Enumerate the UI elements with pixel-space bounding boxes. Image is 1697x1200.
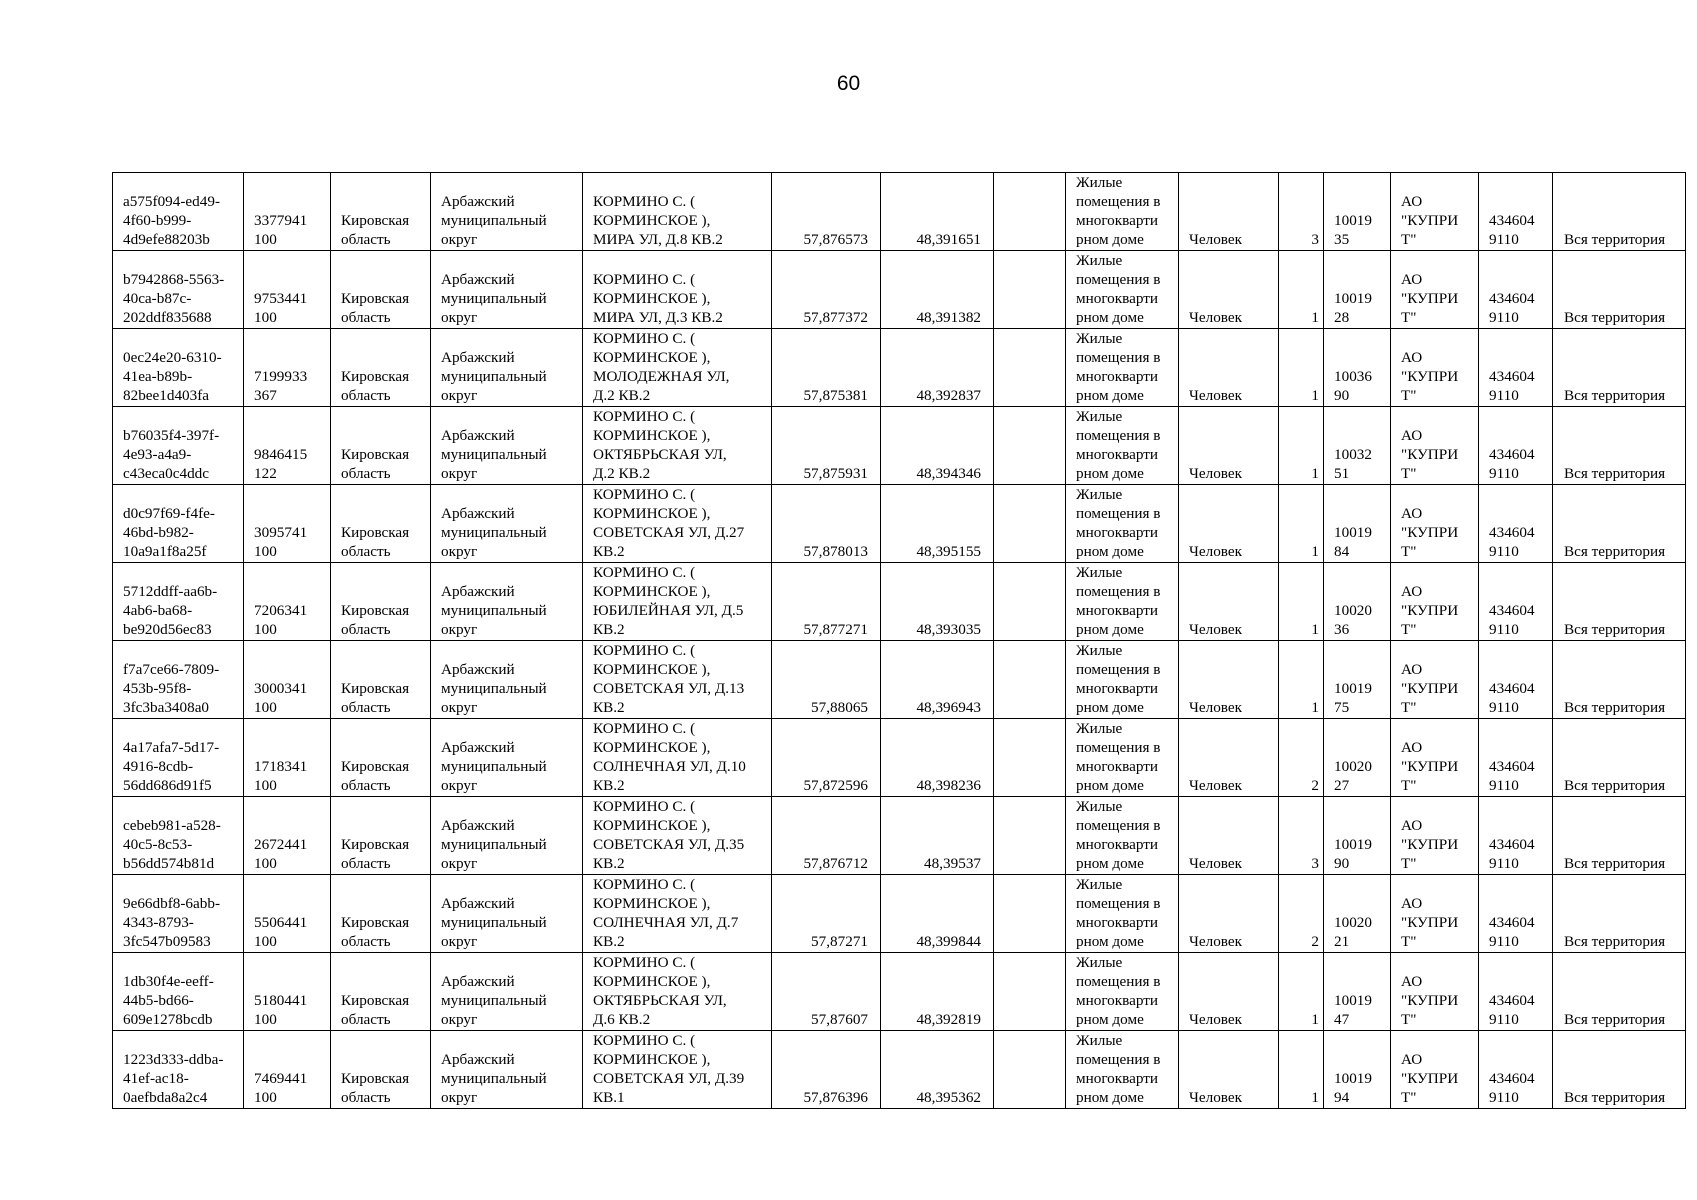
cell-region: Кировская область [331,407,431,485]
cell-latitude: 57,872596 [772,719,881,797]
cell-object-type: Жилые помещения в многокварти рном доме [1066,875,1179,953]
cell-latitude: 57,88065 [772,641,881,719]
cell-unit: Человек [1179,563,1279,641]
cell-organization: АО "КУПРИ Т" [1391,251,1479,329]
table-row [113,719,1686,797]
cell-unit: Человек [1179,1031,1279,1109]
cell-district: Арбажский муниципальный округ [431,875,583,953]
cell-organization: АО "КУПРИ Т" [1391,1031,1479,1109]
cell-unit: Человек [1179,875,1279,953]
cell-address: КОРМИНО С. ( КОРМИНСКОЕ ), СОЛНЕЧНАЯ УЛ, Д.7 КВ.2 [583,875,772,953]
cell-territory: Вся территория [1553,407,1686,485]
cell-longitude: 48,395362 [881,1031,994,1109]
table-row [113,875,1686,953]
cell-code: 3000341 100 [244,641,331,719]
cell-count: 2 [1279,719,1324,797]
cell-longitude: 48,398236 [881,719,994,797]
cell-number: 10020 27 [1324,719,1391,797]
cell-number: 10019 47 [1324,953,1391,1031]
cell-address: КОРМИНО С. ( КОРМИНСКОЕ ), СОВЕТСКАЯ УЛ, Д.27 КВ.2 [583,485,772,563]
cell-region: Кировская область [331,173,431,251]
cell-longitude: 48,393035 [881,563,994,641]
cell-object-type: Жилые помещения в многокварти рном доме [1066,953,1179,1031]
cell-empty [994,563,1066,641]
cell-territory: Вся территория [1553,641,1686,719]
cell-count: 1 [1279,251,1324,329]
cell-organization: АО "КУПРИ Т" [1391,173,1479,251]
cell-empty [994,1031,1066,1109]
cell-district: Арбажский муниципальный округ [431,407,583,485]
cell-longitude: 48,391651 [881,173,994,251]
cell-longitude: 48,399844 [881,875,994,953]
cell-organization: АО "КУПРИ Т" [1391,797,1479,875]
cell-inn: 434604 9110 [1479,563,1553,641]
cell-latitude: 57,876573 [772,173,881,251]
cell-count: 1 [1279,329,1324,407]
cell-address: КОРМИНО С. ( КОРМИНСКОЕ ), МИРА УЛ, Д.8 КВ.2 [583,173,772,251]
cell-record-id: 1223d333-ddba- 41ef-ac18- 0aefbda8a2c4 [113,1031,244,1109]
cell-address: КОРМИНО С. ( КОРМИНСКОЕ ), СОЛНЕЧНАЯ УЛ, Д.10 КВ.2 [583,719,772,797]
cell-unit: Человек [1179,173,1279,251]
cell-empty [994,953,1066,1031]
cell-number: 10032 51 [1324,407,1391,485]
cell-district: Арбажский муниципальный округ [431,251,583,329]
cell-inn: 434604 9110 [1479,797,1553,875]
cell-record-id: d0c97f69-f4fe- 46bd-b982- 10a9a1f8a25f [113,485,244,563]
cell-unit: Человек [1179,797,1279,875]
cell-district: Арбажский муниципальный округ [431,173,583,251]
cell-address: КОРМИНО С. ( КОРМИНСКОЕ ), ЮБИЛЕЙНАЯ УЛ, Д.5 КВ.2 [583,563,772,641]
cell-inn: 434604 9110 [1479,1031,1553,1109]
cell-empty [994,641,1066,719]
cell-district: Арбажский муниципальный округ [431,797,583,875]
cell-inn: 434604 9110 [1479,407,1553,485]
cell-region: Кировская область [331,797,431,875]
table-row [113,1031,1686,1109]
cell-object-type: Жилые помещения в многокварти рном доме [1066,797,1179,875]
table-row [113,953,1686,1031]
cell-inn: 434604 9110 [1479,251,1553,329]
cell-count: 1 [1279,953,1324,1031]
cell-unit: Человек [1179,329,1279,407]
cell-unit: Человек [1179,641,1279,719]
cell-empty [994,875,1066,953]
cell-inn: 434604 9110 [1479,641,1553,719]
cell-address: КОРМИНО С. ( КОРМИНСКОЕ ), МОЛОДЕЖНАЯ УЛ, Д.2 КВ.2 [583,329,772,407]
cell-object-type: Жилые помещения в многокварти рном доме [1066,641,1179,719]
table-row [113,641,1686,719]
cell-object-type: Жилые помещения в многокварти рном доме [1066,329,1179,407]
cell-empty [994,485,1066,563]
cell-longitude: 48,395155 [881,485,994,563]
cell-count: 1 [1279,485,1324,563]
cell-district: Арбажский муниципальный округ [431,563,583,641]
cell-number: 10019 90 [1324,797,1391,875]
cell-organization: АО "КУПРИ Т" [1391,329,1479,407]
cell-latitude: 57,875381 [772,329,881,407]
cell-count: 1 [1279,407,1324,485]
cell-code: 5180441 100 [244,953,331,1031]
cell-unit: Человек [1179,251,1279,329]
cell-code: 9753441 100 [244,251,331,329]
address-register-table [112,172,1686,1109]
cell-empty [994,329,1066,407]
cell-longitude: 48,392837 [881,329,994,407]
table-row [113,329,1686,407]
cell-inn: 434604 9110 [1479,485,1553,563]
cell-district: Арбажский муниципальный округ [431,641,583,719]
cell-record-id: 0ec24e20-6310- 41ea-b89b- 82bee1d403fa [113,329,244,407]
cell-region: Кировская область [331,719,431,797]
cell-address: КОРМИНО С. ( КОРМИНСКОЕ ), СОВЕТСКАЯ УЛ, Д.13 КВ.2 [583,641,772,719]
cell-district: Арбажский муниципальный округ [431,953,583,1031]
cell-count: 3 [1279,173,1324,251]
cell-inn: 434604 9110 [1479,329,1553,407]
cell-count: 1 [1279,563,1324,641]
table-row [113,563,1686,641]
cell-organization: АО "КУПРИ Т" [1391,641,1479,719]
cell-record-id: f7a7ce66-7809- 453b-95f8- 3fc3ba3408a0 [113,641,244,719]
cell-number: 10019 94 [1324,1031,1391,1109]
cell-code: 3377941 100 [244,173,331,251]
cell-number: 10020 21 [1324,875,1391,953]
cell-code: 3095741 100 [244,485,331,563]
cell-territory: Вся территория [1553,329,1686,407]
cell-object-type: Жилые помещения в многокварти рном доме [1066,251,1179,329]
cell-latitude: 57,876396 [772,1031,881,1109]
cell-district: Арбажский муниципальный округ [431,329,583,407]
cell-organization: АО "КУПРИ Т" [1391,875,1479,953]
cell-object-type: Жилые помещения в многокварти рном доме [1066,173,1179,251]
cell-number: 10019 75 [1324,641,1391,719]
cell-territory: Вся территория [1553,953,1686,1031]
cell-object-type: Жилые помещения в многокварти рном доме [1066,563,1179,641]
cell-latitude: 57,878013 [772,485,881,563]
table-row [113,173,1686,251]
cell-code: 7199933 367 [244,329,331,407]
cell-record-id: b76035f4-397f- 4e93-a4a9- c43eca0c4ddc [113,407,244,485]
page-number: 60 [836,72,861,95]
table-body [113,173,1686,1109]
cell-empty [994,173,1066,251]
cell-region: Кировская область [331,485,431,563]
cell-territory: Вся территория [1553,719,1686,797]
cell-record-id: 4a17afa7-5d17- 4916-8cdb- 56dd686d91f5 [113,719,244,797]
cell-address: КОРМИНО С. ( КОРМИНСКОЕ ), ОКТЯБРЬСКАЯ УЛ, Д.2 КВ.2 [583,407,772,485]
table-row [113,251,1686,329]
cell-code: 1718341 100 [244,719,331,797]
cell-region: Кировская область [331,875,431,953]
cell-number: 10036 90 [1324,329,1391,407]
cell-empty [994,719,1066,797]
cell-region: Кировская область [331,1031,431,1109]
cell-object-type: Жилые помещения в многокварти рном доме [1066,1031,1179,1109]
cell-address: КОРМИНО С. ( КОРМИНСКОЕ ), МИРА УЛ, Д.3 КВ.2 [583,251,772,329]
cell-latitude: 57,877271 [772,563,881,641]
cell-object-type: Жилые помещения в многокварти рном доме [1066,485,1179,563]
cell-latitude: 57,87271 [772,875,881,953]
cell-record-id: 1db30f4e-eeff- 44b5-bd66- 609e1278bcdb [113,953,244,1031]
table-row [113,485,1686,563]
cell-record-id: 9e66dbf8-6abb- 4343-8793- 3fc547b09583 [113,875,244,953]
cell-object-type: Жилые помещения в многокварти рном доме [1066,407,1179,485]
cell-inn: 434604 9110 [1479,719,1553,797]
cell-latitude: 57,87607 [772,953,881,1031]
cell-number: 10019 35 [1324,173,1391,251]
cell-empty [994,251,1066,329]
cell-code: 9846415 122 [244,407,331,485]
cell-empty [994,407,1066,485]
cell-organization: АО "КУПРИ Т" [1391,563,1479,641]
table-row [113,407,1686,485]
cell-longitude: 48,394346 [881,407,994,485]
cell-number: 10020 36 [1324,563,1391,641]
cell-organization: АО "КУПРИ Т" [1391,407,1479,485]
cell-territory: Вся территория [1553,1031,1686,1109]
cell-unit: Человек [1179,953,1279,1031]
cell-record-id: cebeb981-a528- 40c5-8c53- b56dd574b81d [113,797,244,875]
cell-count: 1 [1279,1031,1324,1109]
cell-organization: АО "КУПРИ Т" [1391,485,1479,563]
cell-inn: 434604 9110 [1479,173,1553,251]
cell-longitude: 48,39537 [881,797,994,875]
cell-count: 2 [1279,875,1324,953]
cell-inn: 434604 9110 [1479,953,1553,1031]
cell-district: Арбажский муниципальный округ [431,719,583,797]
cell-region: Кировская область [331,329,431,407]
cell-count: 1 [1279,641,1324,719]
cell-code: 2672441 100 [244,797,331,875]
cell-region: Кировская область [331,563,431,641]
cell-longitude: 48,396943 [881,641,994,719]
cell-record-id: a575f094-ed49- 4f60-b999- 4d9efe88203b [113,173,244,251]
cell-latitude: 57,875931 [772,407,881,485]
cell-code: 7206341 100 [244,563,331,641]
table-row [113,797,1686,875]
cell-territory: Вся территория [1553,485,1686,563]
cell-territory: Вся территория [1553,563,1686,641]
cell-number: 10019 84 [1324,485,1391,563]
cell-record-id: 5712ddff-aa6b- 4ab6-ba68- be920d56ec83 [113,563,244,641]
cell-region: Кировская область [331,251,431,329]
cell-district: Арбажский муниципальный округ [431,1031,583,1109]
cell-empty [994,797,1066,875]
cell-longitude: 48,392819 [881,953,994,1031]
cell-address: КОРМИНО С. ( КОРМИНСКОЕ ), ОКТЯБРЬСКАЯ УЛ, Д.6 КВ.2 [583,953,772,1031]
cell-region: Кировская область [331,641,431,719]
cell-unit: Человек [1179,407,1279,485]
cell-unit: Человек [1179,485,1279,563]
cell-organization: АО "КУПРИ Т" [1391,719,1479,797]
cell-territory: Вся территория [1553,875,1686,953]
cell-territory: Вся территория [1553,797,1686,875]
cell-region: Кировская область [331,953,431,1031]
cell-latitude: 57,876712 [772,797,881,875]
cell-latitude: 57,877372 [772,251,881,329]
cell-object-type: Жилые помещения в многокварти рном доме [1066,719,1179,797]
cell-organization: АО "КУПРИ Т" [1391,953,1479,1031]
cell-address: КОРМИНО С. ( КОРМИНСКОЕ ), СОВЕТСКАЯ УЛ, Д.39 КВ.1 [583,1031,772,1109]
cell-district: Арбажский муниципальный округ [431,485,583,563]
cell-longitude: 48,391382 [881,251,994,329]
cell-count: 3 [1279,797,1324,875]
cell-unit: Человек [1179,719,1279,797]
cell-code: 7469441 100 [244,1031,331,1109]
cell-number: 10019 28 [1324,251,1391,329]
cell-inn: 434604 9110 [1479,875,1553,953]
cell-territory: Вся территория [1553,173,1686,251]
cell-address: КОРМИНО С. ( КОРМИНСКОЕ ), СОВЕТСКАЯ УЛ, Д.35 КВ.2 [583,797,772,875]
cell-code: 5506441 100 [244,875,331,953]
cell-territory: Вся территория [1553,251,1686,329]
cell-record-id: b7942868-5563- 40ca-b87c- 202ddf835688 [113,251,244,329]
